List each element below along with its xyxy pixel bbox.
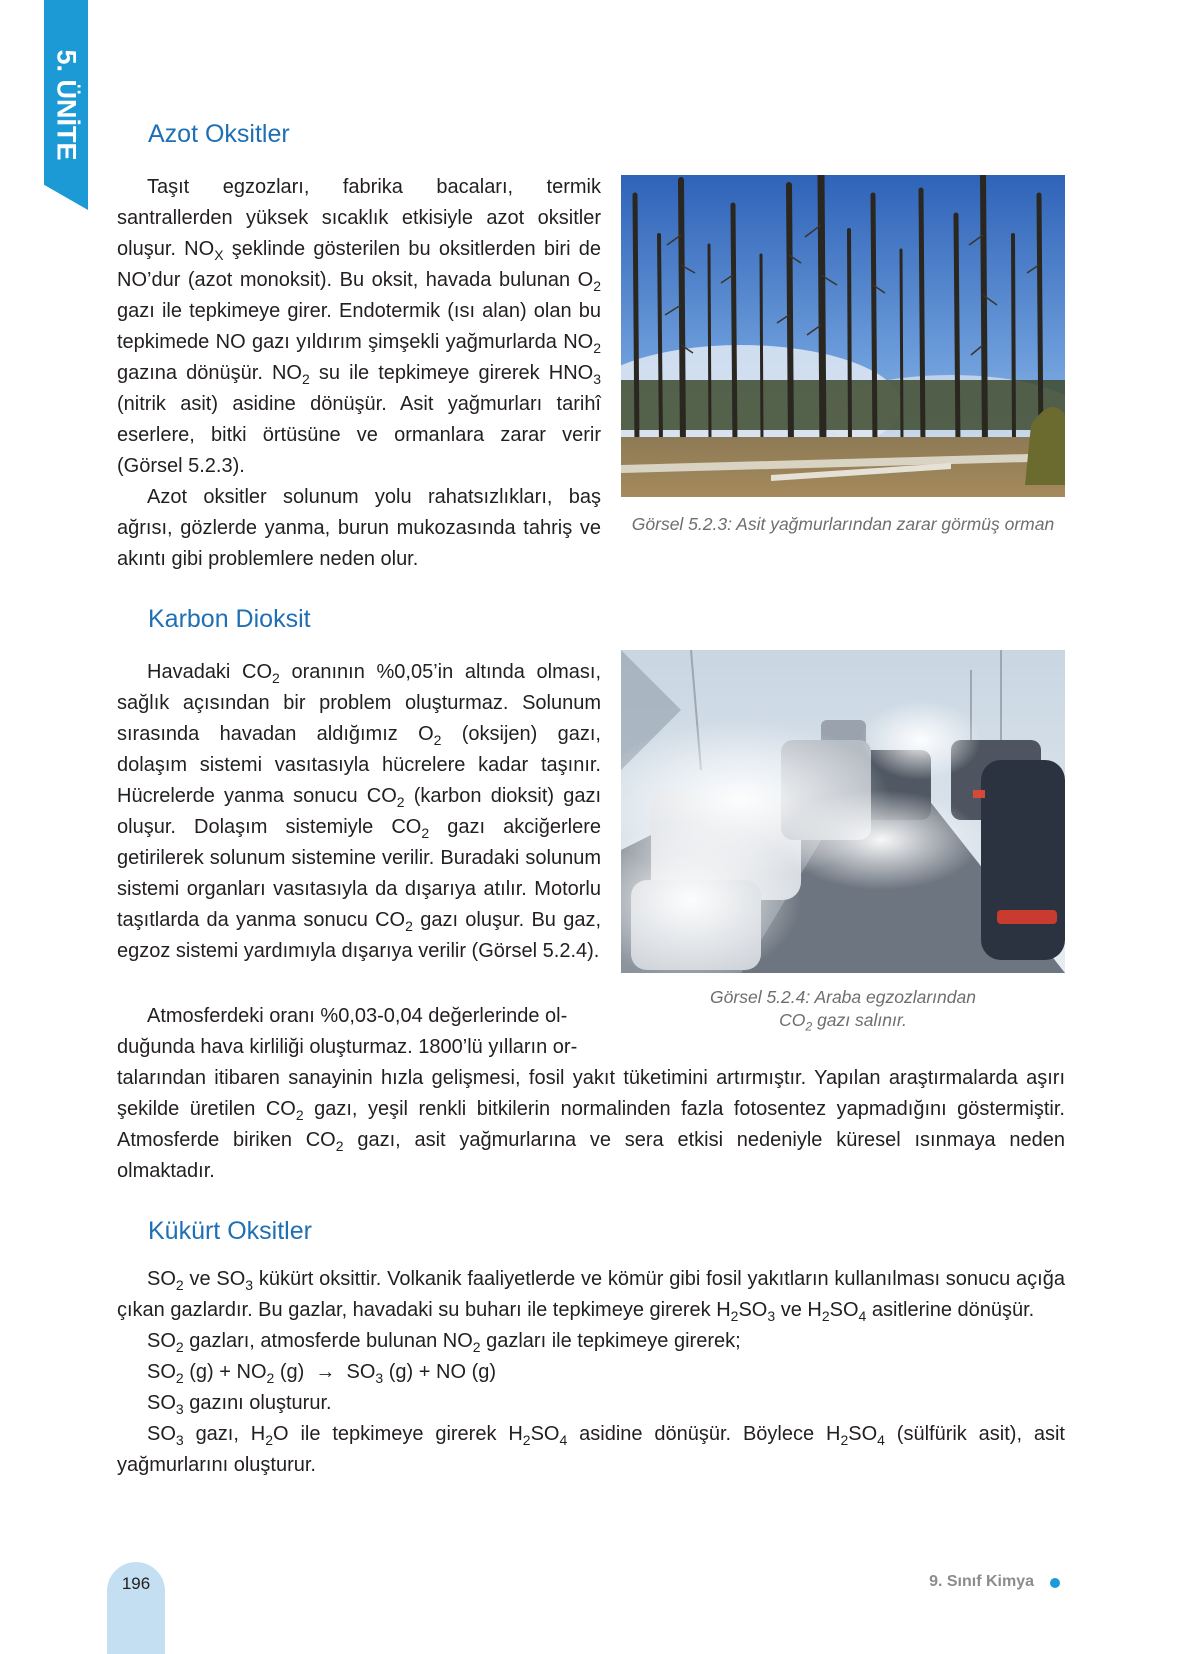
heading-kukurt-oksitler: Kükürt Oksitler [148,1217,312,1245]
heading-azot-oksitler: Azot Oksitler [148,120,290,148]
azot-oksitler-text [117,172,601,575]
footer-dot-icon [1050,1578,1060,1588]
figure-caption-5-2-3: Görsel 5.2.3: Asit yağmurlarından zarar görmüş orman [631,514,1055,534]
reaction-equation: $SO_2$ $(g) + NO_2$ $(g) \to SO_3$ (g) + NO (g) [147,1361,497,1386]
kukurt-paragraph-4: $SO_3$ gazı, $H_2O$ ile tepkimeye girerek $H_2SO_4$ asidine dönüşür. Böylece $H_2SO_4$ (sülfürik asit), asit yağmurlarını oluşturur. [117,1423,1065,1476]
karbon-paragraph-2-start: Atmosferdeki oranı %0,03-0,04 değerlerinde ol- duğunda hava kirliliği oluşturmaz. 1800’lü yılların or- [117,1005,578,1058]
heading-karbon-dioksit: Karbon Dioksit [148,605,311,633]
karbon-dioksit-text [117,657,601,967]
figure-caption-5-2-4: Görsel 5.2.4: Araba egzozlarından $CO_2$ gazı salınır. [710,987,976,1034]
azot-paragraph-1: Taşıt egzozları, fabrika bacaları, termik santrallerden yüksek sıcaklık etkisiyle azot oksitler oluşur. $NO_X$ şeklinde gösterilen bu oksitlerden biri de NO’dur (azot monoksit). Bu oksit, havada bulunan $O_2$ gazı ile tepkimeye girer. Endotermik (ısı alan) olan bu tepkimede NO gazı yıldırım şimşekli yağmurlarda $NO_2$ gazına dönüşür. $NO_2$ su ile tepkimeye girerek $HNO_3$ (nitrik asit) asidine dönüşür. Asit yağmurları tarihî eserlere, bitki örtüsüne ve ormanlara zarar verir (Görsel 5.2.3). [117,176,602,477]
azot-paragraph-2: Azot oksitler solunum yolu rahatsızlıkları, baş ağrısı, gözlerde yanma, burun mukozasında tahriş ve akıntı gibi problemlere neden olur. [117,486,601,570]
karbon-paragraph-1: Havadaki $CO_2$ oranının %0,05’in altında olması, sağlık açısından bir problem oluşturmaz. Solunum sırasında havadan aldığımız $O_2$ (oksijen) gazı, dolaşım sistemi vasıtasıyla hücrelere kadar taşınır. Hücrelerde yanma sonucu $CO_2$ (karbon dioksit) gazı oluşur. Dolaşım sistemiyle $CO_2$ gazı akciğerlere getirilerek solunum sistemine verilir. Buradaki solunum sistemi organları vasıtasıyla da dışarıya atılır. Motorlu taşıtlarda da yanma sonucu $CO_2$ gazı oluşur. Bu gaz, egzoz sistemi yardımıyla dışarıya verilir (Görsel 5.2.4). [117,661,602,962]
car-exhaust-photo [621,650,1065,973]
kukurt-paragraph-3: $SO_3$ gazını oluşturur. [147,1392,332,1417]
karbon-paragraph-2-continuation: talarından itibaren sanayinin hızla gelişmesi, fosil yakıt tüketimini artırmıştır. Yapılan araştırmalarda aşırı şekilde üretilen $CO_2$ gazı, yeşil renkli bitkilerin normalinden fazla fotosentez yapmadığını göstermiştir. Atmosferde biriken $CO_2$ gazı, asit yağmurlarına ve sera etkisi nedeniyle küresel ısınmaya neden olmaktadır. [117,1067,1066,1182]
unit-tab-label: 5. ÜNİTE [51,49,82,161]
page-number: 196 [121,1574,151,1593]
kukurt-paragraph-1: $SO_2$ ve $SO_3$ kükürt oksittir. Volkanik faaliyetlerde ve kömür gibi fosil yakıtların kullanılması sonucu açığa çıkan gazlardır. Bu gazlar, havadaki su buharı ile tepkimeye girerek $H_2SO_3$ ve $H_2SO_4$ asitlerine dönüşür. [117,1268,1065,1324]
kukurt-paragraph-2: $SO_2$ gazları, atmosferde bulunan $NO_2$ gazları ile tepkimeye girerek; [147,1330,741,1355]
book-title: 9. Sınıf Kimya [929,1573,1034,1590]
kukurt-oksitler-text [117,1264,1065,1481]
forest-photo [621,175,1065,497]
